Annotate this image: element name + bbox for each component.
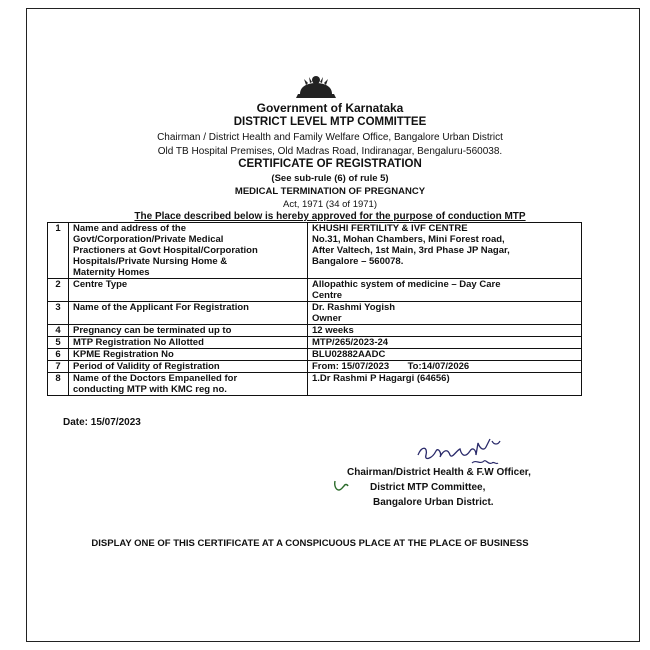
committee-title: DISTRICT LEVEL MTP COMMITTEE	[233, 116, 427, 128]
row-value	[308, 223, 582, 279]
signatory-district: Bangalore Urban District.	[373, 497, 494, 508]
table-row	[48, 373, 582, 396]
issue-date: Date: 15/07/2023	[63, 417, 141, 428]
row-label: MTP Registration No Allotted	[69, 337, 308, 349]
label-line: Name and address of the	[73, 223, 186, 234]
address-line: Old TB Hospital Premises, Old Madras Road, Indiranagar, Bengaluru-560038.	[157, 146, 503, 157]
registration-table	[47, 222, 582, 396]
table-row	[48, 223, 582, 279]
value-line: Dr. Rashmi Yogish	[312, 302, 396, 313]
value-line: Owner	[312, 313, 342, 324]
row-label	[69, 223, 308, 279]
row-value: From: 15/07/2023 To:14/07/2026	[308, 361, 582, 373]
certificate-title: CERTIFICATE OF REGISTRATION	[238, 158, 422, 170]
row-label: KPME Registration No	[69, 349, 308, 361]
value-line: Centre	[312, 290, 343, 301]
row-number: 2	[48, 279, 69, 302]
row-number: 3	[48, 302, 69, 325]
row-number: 5	[48, 337, 69, 349]
row-label: Centre Type	[69, 279, 308, 302]
row-value: 1.Dr Rashmi P Hagargi (64656)	[308, 373, 582, 396]
value-line: Allopathic system of medicine – Day Care	[312, 279, 501, 290]
row-label	[69, 373, 308, 396]
table-row	[48, 349, 582, 361]
label-line: Practioners at Govt Hospital/Corporation	[73, 245, 258, 256]
row-label: Name of the Applicant For Registration	[69, 302, 308, 325]
table-row	[48, 325, 582, 337]
value-line: After Valtech, 1st Main, 3rd Phase JP Nagar,	[312, 245, 510, 256]
signatory-block	[347, 465, 531, 510]
value-line: No.31, Mohan Chambers, Mini Forest road,	[312, 234, 505, 245]
row-value: BLU02882AADC	[308, 349, 582, 361]
row-number: 4	[48, 325, 69, 337]
display-notice: DISPLAY ONE OF THIS CERTIFICATE AT A CONSPICUOUS PLACE AT THE PLACE OF BUSINESS	[91, 538, 529, 549]
row-number: 6	[48, 349, 69, 361]
sub-rule-line: (See sub-rule (6) of rule 5)	[271, 173, 389, 184]
label-line: Maternity Homes	[73, 267, 150, 278]
row-number: 8	[48, 373, 69, 396]
label-line: Govt/Corporation/Private Medical	[73, 234, 224, 245]
signatory-title: Chairman/District Health & F.W Officer,	[347, 467, 531, 478]
row-value: MTP/265/2023-24	[308, 337, 582, 349]
row-label: Period of Validity of Registration	[69, 361, 308, 373]
row-value	[308, 279, 582, 302]
table-row	[48, 361, 582, 373]
initial-mark-icon	[332, 478, 350, 492]
value-line: KHUSHI FERTILITY & IVF CENTRE	[312, 223, 468, 234]
value-line: Bangalore – 560078.	[312, 256, 404, 267]
row-number: 7	[48, 361, 69, 373]
row-value: 12 weeks	[308, 325, 582, 337]
row-value	[308, 302, 582, 325]
government-title: Government of Karnataka	[256, 101, 404, 115]
act-year: Act, 1971 (34 of 1971)	[282, 199, 377, 210]
table-row	[48, 279, 582, 302]
karnataka-emblem-icon	[288, 74, 344, 100]
table-row	[48, 337, 582, 349]
row-label: Pregnancy can be terminated up to	[69, 325, 308, 337]
approval-line: The Place described below is hereby approved for the purpose of conduction MTP	[134, 211, 526, 222]
label-line: conducting MTP with KMC reg no.	[73, 384, 227, 395]
label-line: Name of the Doctors Empanelled for	[73, 373, 238, 384]
act-title: MEDICAL TERMINATION OF PREGNANCY	[234, 186, 426, 197]
signatory-committee: District MTP Committee,	[370, 482, 486, 493]
row-number: 1	[48, 223, 69, 279]
table-row	[48, 302, 582, 325]
label-line: Hospitals/Private Nursing Home &	[73, 256, 228, 267]
office-line: Chairman / District Health and Family Welfare Office, Bangalore Urban District	[157, 132, 503, 143]
